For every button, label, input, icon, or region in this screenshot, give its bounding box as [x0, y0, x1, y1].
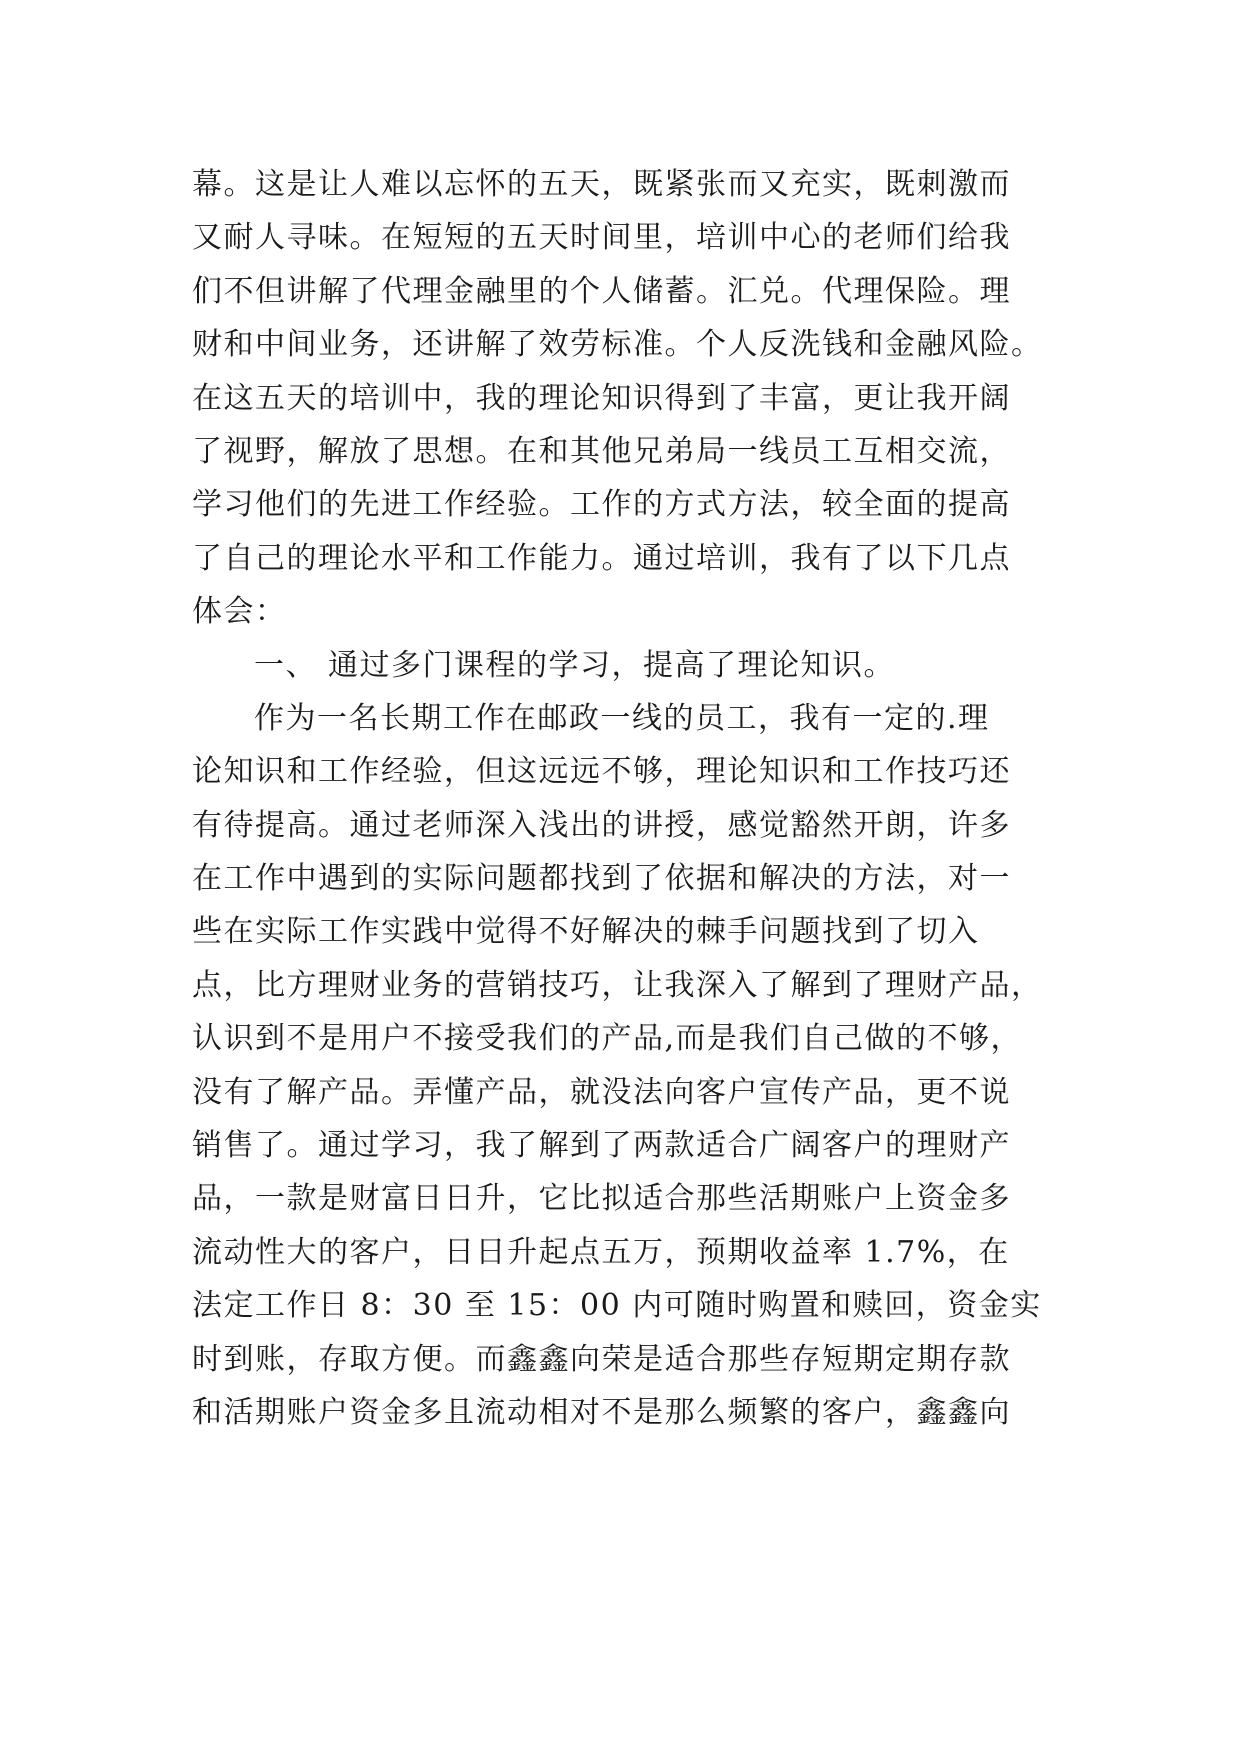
text-line: 幕。这是让人难以忘怀的五天，既紧张而又充实，既刺激而 — [192, 167, 1011, 202]
text-line: 了自己的理论水平和工作能力。通过培训，我有了以下几点 — [192, 540, 1011, 576]
text-line: 在这五天的培训中，我的理论知识得到了丰富，更让我开阔 — [192, 380, 1011, 416]
text-line: 在工作中遇到的实际问题都找到了依据和解决的方法，对一 — [192, 861, 1011, 897]
text-line: 了视野，解放了思想。在和其他兄弟局一线员工互相交流， — [192, 433, 1011, 469]
text-line: 有待提高。通过老师深入浅出的讲授，感觉豁然开朗，许多 — [192, 807, 1011, 843]
text-line: 品，一款是财富日日升，它比拟适合那些活期账户上资金多 — [192, 1181, 1011, 1217]
text-line: 论知识和工作经验，但这远远不够，理论知识和工作技巧还 — [192, 754, 1011, 790]
text-line: 没有了解产品。弄懂产品，就没法向客户宣传产品，更不说 — [192, 1074, 1011, 1110]
text-line: 流动性大的客户，日日升起点五万，预期收益率 1.7%，在 — [192, 1234, 1010, 1270]
text-line: 点，比方理财业务的营销技巧，让我深入了解到了理财产品， — [192, 967, 1043, 1003]
text-line: 财和中间业务，还讲解了效劳标准。个人反洗钱和金融风险。 — [192, 327, 1043, 363]
text-line: 作为一名长期工作在邮政一线的员工，我有一定的.理 — [254, 700, 990, 736]
text-line: 学习他们的先进工作经验。工作的方式方法，较全面的提高 — [192, 487, 1011, 523]
section-heading: 一、 通过多门课程的学习，提高了理论知识。 — [254, 647, 896, 683]
text-line: 和活期账户资金多且流动相对不是那么频繁的客户，鑫鑫向 — [192, 1394, 1011, 1430]
text-line: 些在实际工作实践中觉得不好解决的棘手问题找到了切入 — [192, 914, 980, 950]
body-text — [192, 158, 1072, 1439]
text-line: 认识到不是用户不接受我们的产品,而是我们自己做的不够， — [192, 1021, 1023, 1057]
text-line: 们不但讲解了代理金融里的个人储蓄。汇兑。代理保险。理 — [192, 273, 1011, 309]
text-line: 销售了。通过学习，我了解到了两款适合广阔客户的理财产 — [192, 1128, 1011, 1164]
text-line: 时到账，存取方便。而鑫鑫向荣是适合那些存短期定期存款 — [192, 1341, 1011, 1377]
text-line: 又耐人寻味。在短短的五天时间里，培训中心的老师们给我 — [192, 220, 1011, 256]
text-line: 法定工作日 8：30 至 15：00 内可随时购置和赎回，资金实 — [192, 1288, 1042, 1324]
text-line: 体会： — [192, 594, 287, 630]
